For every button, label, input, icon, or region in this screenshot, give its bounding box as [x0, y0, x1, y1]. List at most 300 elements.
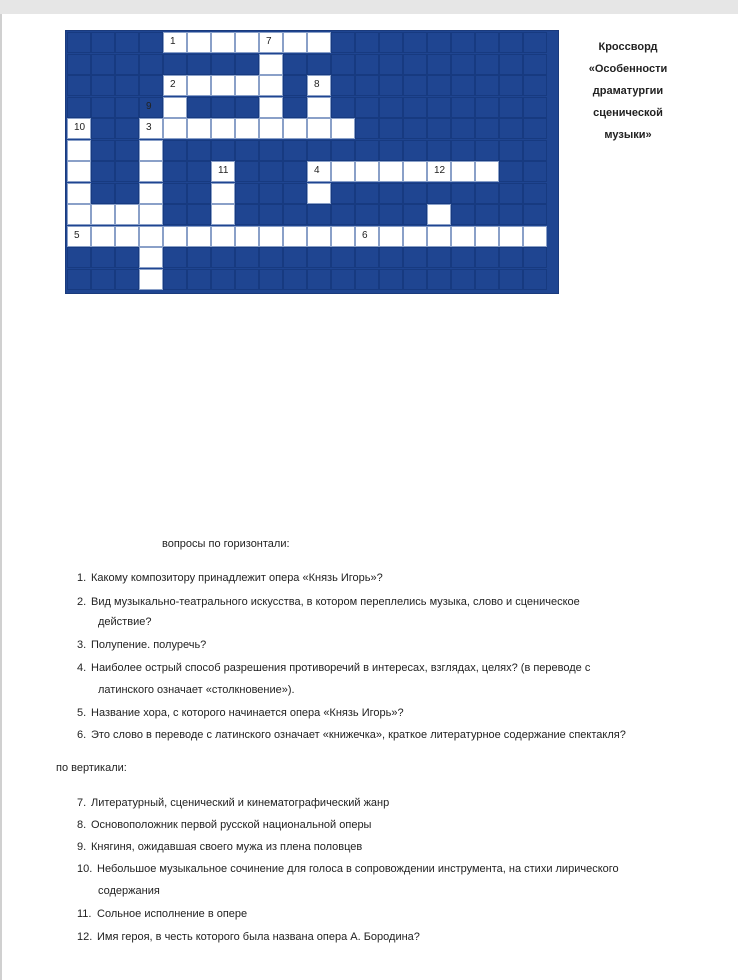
crossword-cell[interactable] — [307, 97, 331, 118]
crossword-block — [499, 118, 523, 139]
clue-number: 9 — [146, 100, 152, 112]
question-number: 9. — [77, 841, 87, 853]
crossword-block — [331, 204, 355, 225]
crossword-cell[interactable] — [379, 226, 403, 247]
crossword-block — [475, 54, 499, 75]
crossword-cell[interactable] — [451, 161, 475, 182]
crossword-block — [331, 247, 355, 268]
question-continuation: латинского означает «столкновение»). — [98, 684, 295, 696]
crossword-block — [427, 32, 451, 53]
crossword-cell[interactable] — [307, 75, 331, 96]
crossword-block — [91, 183, 115, 204]
crossword-cell[interactable] — [163, 75, 187, 96]
crossword-block — [499, 269, 523, 290]
clue-number: 7 — [266, 36, 272, 47]
crossword-block — [475, 204, 499, 225]
crossword-block — [91, 75, 115, 96]
crossword-block — [451, 118, 475, 139]
crossword-block — [139, 32, 163, 53]
question-number: 6. — [77, 729, 87, 741]
crossword-block — [403, 75, 427, 96]
crossword-cell[interactable] — [475, 161, 499, 182]
crossword-block — [331, 183, 355, 204]
clue-number: 8 — [314, 79, 320, 90]
crossword-block — [67, 32, 91, 53]
crossword-cell[interactable] — [187, 226, 211, 247]
crossword-title — [572, 36, 684, 146]
crossword-block — [91, 161, 115, 182]
crossword-block — [427, 118, 451, 139]
crossword-block — [403, 32, 427, 53]
crossword-block — [379, 183, 403, 204]
crossword-block — [115, 269, 139, 290]
crossword-block — [235, 54, 259, 75]
crossword-block — [67, 247, 91, 268]
question-text: Вид музыкально-театрального искусства, в котором переплелись музыка, слово и сценическое — [91, 596, 580, 608]
crossword-block — [235, 183, 259, 204]
crossword-block — [403, 204, 427, 225]
crossword-cell[interactable] — [139, 204, 163, 225]
crossword-block — [67, 75, 91, 96]
crossword-block — [523, 118, 547, 139]
crossword-block — [379, 118, 403, 139]
crossword-block — [499, 204, 523, 225]
title-line: Кроссворд — [598, 41, 658, 53]
crossword-cell[interactable] — [331, 118, 355, 139]
crossword-block — [475, 247, 499, 268]
crossword-block — [115, 54, 139, 75]
crossword-block — [379, 140, 403, 161]
crossword-block — [355, 118, 379, 139]
crossword-block — [427, 97, 451, 118]
crossword-block — [307, 247, 331, 268]
clue-number: 2 — [170, 79, 176, 90]
crossword-block — [451, 140, 475, 161]
crossword-cell[interactable] — [139, 269, 163, 290]
crossword-cell[interactable] — [355, 226, 379, 247]
crossword-block — [211, 269, 235, 290]
question-number: 11. — [77, 908, 92, 920]
crossword-block — [115, 140, 139, 161]
crossword-block — [211, 247, 235, 268]
crossword-cell[interactable] — [307, 32, 331, 53]
crossword-block — [187, 54, 211, 75]
crossword-block — [283, 247, 307, 268]
question-number: 5. — [77, 707, 87, 719]
crossword-block — [307, 204, 331, 225]
horizontal-heading: вопросы по горизонтали: — [162, 538, 290, 550]
crossword-cell[interactable] — [163, 226, 187, 247]
crossword-cell[interactable] — [307, 161, 331, 182]
clue-number: 4 — [314, 165, 320, 176]
question-continuation: содержания — [98, 885, 160, 897]
question-text: Основоположник первой русской национальной оперы — [91, 819, 372, 831]
question-text: Литературный, сценический и кинематографический жанр — [91, 797, 390, 809]
crossword-block — [523, 269, 547, 290]
crossword-block — [139, 54, 163, 75]
crossword-block — [427, 183, 451, 204]
question-item — [77, 661, 590, 675]
crossword-block — [91, 118, 115, 139]
question-text: Это слово в переводе с латинского означает «книжечка», краткое литературное содержание спектакля? — [91, 729, 626, 741]
question-text: Княгиня, ожидавшая своего мужа из плена половцев — [91, 841, 363, 853]
crossword-block — [523, 32, 547, 53]
crossword-block — [523, 247, 547, 268]
crossword-cell[interactable] — [235, 75, 259, 96]
crossword-cell[interactable] — [403, 226, 427, 247]
crossword-block — [307, 54, 331, 75]
question-number: 1. — [77, 572, 87, 584]
crossword-block — [139, 97, 163, 118]
crossword-grid — [65, 30, 559, 294]
crossword-block — [115, 161, 139, 182]
crossword-cell[interactable] — [283, 226, 307, 247]
crossword-cell[interactable] — [427, 161, 451, 182]
crossword-block — [403, 183, 427, 204]
crossword-cell[interactable] — [91, 226, 115, 247]
crossword-cell[interactable] — [283, 118, 307, 139]
crossword-block — [283, 140, 307, 161]
clue-number: 12 — [434, 165, 446, 176]
crossword-block — [331, 97, 355, 118]
top-bar — [0, 0, 738, 14]
crossword-block — [235, 204, 259, 225]
crossword-block — [67, 269, 91, 290]
crossword-cell[interactable] — [163, 118, 187, 139]
crossword-block — [355, 97, 379, 118]
crossword-block — [283, 204, 307, 225]
crossword-block — [379, 269, 403, 290]
crossword-block — [523, 54, 547, 75]
crossword-block — [403, 54, 427, 75]
crossword-block — [67, 97, 91, 118]
crossword-block — [499, 75, 523, 96]
crossword-cell[interactable] — [67, 183, 91, 204]
crossword-cell[interactable] — [91, 204, 115, 225]
crossword-cell[interactable] — [139, 226, 163, 247]
crossword-block — [355, 204, 379, 225]
crossword-block — [307, 140, 331, 161]
crossword-cell[interactable] — [355, 161, 379, 182]
crossword-block — [499, 32, 523, 53]
question-item — [77, 796, 389, 810]
crossword-block — [91, 32, 115, 53]
crossword-block — [331, 269, 355, 290]
crossword-block — [499, 140, 523, 161]
question-number: 10. — [77, 863, 93, 875]
crossword-cell[interactable] — [499, 226, 523, 247]
crossword-cell[interactable] — [235, 32, 259, 53]
crossword-cell[interactable] — [163, 32, 187, 53]
crossword-block — [283, 183, 307, 204]
title-line: сценической — [593, 107, 663, 119]
crossword-cell[interactable] — [475, 226, 499, 247]
crossword-block — [451, 204, 475, 225]
crossword-block — [211, 97, 235, 118]
crossword-block — [427, 54, 451, 75]
crossword-block — [379, 204, 403, 225]
crossword-cell[interactable] — [139, 161, 163, 182]
crossword-cell[interactable] — [235, 118, 259, 139]
crossword-block — [259, 247, 283, 268]
crossword-block — [283, 75, 307, 96]
crossword-block — [331, 32, 355, 53]
crossword-cell[interactable] — [139, 183, 163, 204]
crossword-block — [163, 269, 187, 290]
crossword-block — [187, 183, 211, 204]
question-number: 3. — [77, 639, 87, 651]
crossword-block — [187, 247, 211, 268]
crossword-cell[interactable] — [235, 226, 259, 247]
crossword-cell[interactable] — [331, 226, 355, 247]
crossword-block — [523, 97, 547, 118]
crossword-block — [163, 54, 187, 75]
crossword-block — [187, 161, 211, 182]
crossword-block — [235, 97, 259, 118]
crossword-block — [475, 140, 499, 161]
crossword-block — [451, 75, 475, 96]
crossword-block — [403, 97, 427, 118]
crossword-cell[interactable] — [523, 226, 547, 247]
crossword-cell[interactable] — [259, 75, 283, 96]
crossword-block — [259, 204, 283, 225]
crossword-cell[interactable] — [67, 140, 91, 161]
clue-number: 5 — [74, 229, 80, 241]
question-item — [77, 706, 404, 720]
crossword-block — [475, 75, 499, 96]
crossword-block — [499, 183, 523, 204]
crossword-block — [355, 247, 379, 268]
crossword-block — [235, 140, 259, 161]
question-number: 8. — [77, 819, 87, 831]
crossword-cell[interactable] — [331, 161, 355, 182]
crossword-cell[interactable] — [187, 75, 211, 96]
crossword-block — [355, 269, 379, 290]
crossword-block — [355, 32, 379, 53]
page-edge — [0, 14, 2, 980]
question-item — [77, 930, 420, 944]
crossword-block — [283, 97, 307, 118]
crossword-block — [283, 161, 307, 182]
crossword-cell[interactable] — [211, 75, 235, 96]
crossword-block — [259, 161, 283, 182]
crossword-cell[interactable] — [187, 118, 211, 139]
question-item — [77, 571, 383, 585]
question-text: Наиболее острый способ разрешения противоречий в интересах, взглядах, целях? (в переводе с — [91, 662, 591, 674]
vertical-heading: по вертикали: — [56, 762, 127, 774]
question-text: Полупение. полуречь? — [91, 639, 207, 651]
crossword-block — [187, 140, 211, 161]
title-line: «Особенности — [588, 63, 668, 75]
crossword-cell[interactable] — [307, 183, 331, 204]
crossword-block — [163, 183, 187, 204]
crossword-block — [523, 75, 547, 96]
crossword-cell[interactable] — [379, 161, 403, 182]
question-item — [77, 818, 371, 832]
crossword-cell[interactable] — [187, 32, 211, 53]
crossword-block — [523, 140, 547, 161]
question-item — [77, 840, 362, 854]
crossword-block — [355, 54, 379, 75]
crossword-cell[interactable] — [403, 161, 427, 182]
question-item — [77, 638, 206, 652]
crossword-cell[interactable] — [163, 97, 187, 118]
crossword-block — [499, 54, 523, 75]
crossword-block — [523, 204, 547, 225]
question-item — [77, 862, 619, 876]
crossword-block — [427, 269, 451, 290]
crossword-block — [523, 161, 547, 182]
crossword-cell[interactable] — [67, 161, 91, 182]
crossword-block — [139, 75, 163, 96]
question-item — [77, 907, 247, 921]
title-line: драматургии — [592, 85, 664, 97]
crossword-cell[interactable] — [211, 161, 235, 182]
question-text: Какому композитору принадлежит опера «Князь Игорь»? — [91, 572, 383, 584]
crossword-block — [91, 97, 115, 118]
crossword-block — [115, 247, 139, 268]
crossword-cell[interactable] — [451, 226, 475, 247]
crossword-block — [259, 183, 283, 204]
crossword-block — [331, 140, 355, 161]
crossword-cell[interactable] — [307, 226, 331, 247]
crossword-block — [115, 75, 139, 96]
crossword-block — [307, 269, 331, 290]
crossword-block — [283, 269, 307, 290]
clue-number: 1 — [170, 36, 176, 47]
crossword-block — [187, 204, 211, 225]
crossword-block — [475, 183, 499, 204]
crossword-block — [259, 140, 283, 161]
question-continuation: действие? — [98, 616, 152, 628]
crossword-block — [115, 118, 139, 139]
crossword-block — [379, 247, 403, 268]
clue-number: 11 — [218, 165, 229, 176]
crossword-cell[interactable] — [139, 247, 163, 268]
clue-number: 10 — [74, 122, 86, 133]
crossword-block — [403, 118, 427, 139]
crossword-block — [379, 54, 403, 75]
crossword-block — [499, 247, 523, 268]
crossword-block — [259, 269, 283, 290]
crossword-cell[interactable] — [211, 183, 235, 204]
crossword-block — [427, 140, 451, 161]
crossword-block — [475, 97, 499, 118]
question-number: 7. — [77, 797, 87, 809]
crossword-cell[interactable] — [259, 97, 283, 118]
crossword-block — [427, 75, 451, 96]
crossword-cell[interactable] — [115, 204, 139, 225]
crossword-block — [235, 161, 259, 182]
crossword-block — [187, 269, 211, 290]
crossword-cell[interactable] — [211, 32, 235, 53]
question-text: Небольшое музыкальное сочинение для голоса в сопровождении инструмента, на стихи лирического — [97, 863, 619, 875]
crossword-block — [187, 97, 211, 118]
crossword-block — [91, 54, 115, 75]
crossword-block — [91, 140, 115, 161]
crossword-block — [235, 247, 259, 268]
crossword-block — [91, 247, 115, 268]
crossword-cell[interactable] — [139, 140, 163, 161]
crossword-cell[interactable] — [211, 226, 235, 247]
crossword-block — [403, 269, 427, 290]
question-text: Сольное исполнение в опере — [97, 908, 248, 920]
crossword-cell[interactable] — [259, 226, 283, 247]
crossword-block — [115, 32, 139, 53]
crossword-block — [331, 75, 355, 96]
question-item — [77, 728, 626, 742]
question-text: Название хора, с которого начинается опера «Князь Игорь»? — [91, 707, 404, 719]
question-number: 2. — [77, 596, 87, 608]
crossword-block — [475, 269, 499, 290]
crossword-block — [475, 118, 499, 139]
crossword-cell[interactable] — [67, 204, 91, 225]
crossword-block — [235, 269, 259, 290]
crossword-block — [115, 183, 139, 204]
crossword-block — [163, 140, 187, 161]
crossword-cell[interactable] — [139, 118, 163, 139]
crossword-block — [451, 247, 475, 268]
crossword-block — [451, 269, 475, 290]
crossword-block — [403, 140, 427, 161]
crossword-block — [379, 32, 403, 53]
clue-number: 6 — [362, 229, 368, 241]
crossword-block — [403, 247, 427, 268]
title-line: музыки» — [604, 129, 652, 141]
crossword-block — [355, 140, 379, 161]
crossword-block — [211, 54, 235, 75]
crossword-cell[interactable] — [283, 32, 307, 53]
crossword-block — [67, 54, 91, 75]
crossword-block — [115, 97, 139, 118]
crossword-cell[interactable] — [259, 118, 283, 139]
crossword-cell[interactable] — [115, 226, 139, 247]
question-text: Имя героя, в честь которого была названа опера А. Бородина? — [97, 931, 420, 943]
crossword-cell[interactable] — [259, 32, 283, 53]
crossword-block — [427, 247, 451, 268]
crossword-cell[interactable] — [307, 118, 331, 139]
clue-number: 3 — [146, 122, 152, 133]
crossword-block — [379, 97, 403, 118]
crossword-block — [475, 32, 499, 53]
crossword-block — [163, 204, 187, 225]
crossword-block — [355, 75, 379, 96]
crossword-block — [163, 247, 187, 268]
crossword-cell[interactable] — [427, 204, 451, 225]
crossword-block — [499, 161, 523, 182]
crossword-block — [451, 183, 475, 204]
crossword-block — [91, 269, 115, 290]
crossword-cell[interactable] — [211, 118, 235, 139]
question-number: 4. — [77, 662, 87, 674]
crossword-cell[interactable] — [211, 204, 235, 225]
crossword-block — [283, 54, 307, 75]
crossword-block — [451, 97, 475, 118]
crossword-block — [499, 97, 523, 118]
crossword-block — [451, 54, 475, 75]
crossword-block — [523, 183, 547, 204]
crossword-block — [331, 54, 355, 75]
crossword-block — [355, 183, 379, 204]
crossword-block — [163, 161, 187, 182]
crossword-cell[interactable] — [427, 226, 451, 247]
crossword-block — [379, 75, 403, 96]
crossword-cell[interactable] — [67, 118, 91, 139]
question-number: 12. — [77, 931, 93, 943]
crossword-cell[interactable] — [259, 54, 283, 75]
crossword-block — [451, 32, 475, 53]
crossword-cell[interactable] — [67, 226, 91, 247]
